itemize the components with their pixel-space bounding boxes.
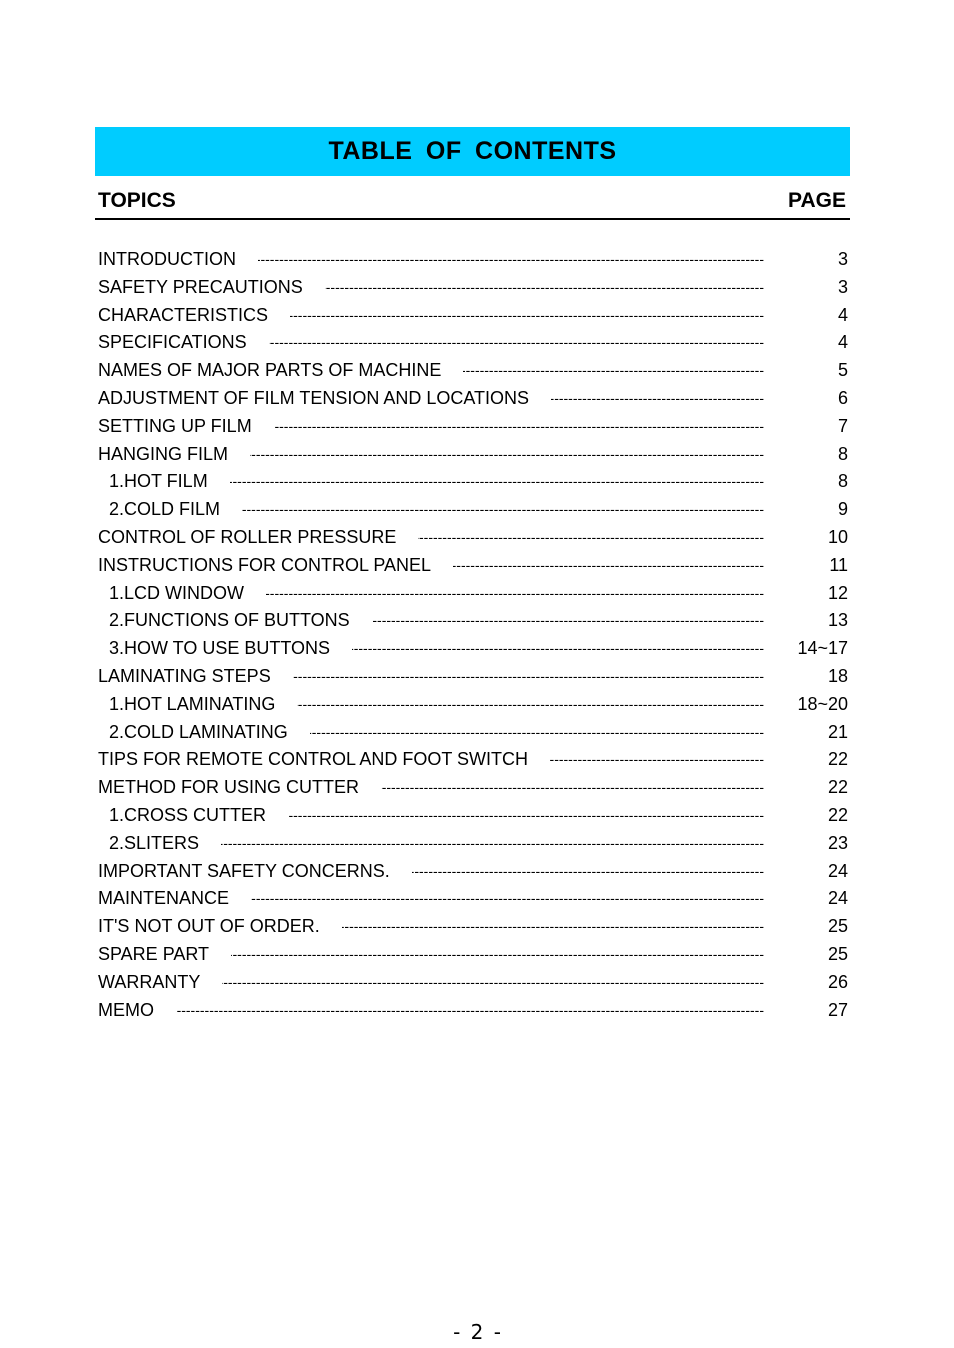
toc-entry-page: 7 (837, 415, 848, 436)
toc-entry-page: 4 (837, 332, 848, 353)
toc-entry[interactable] (98, 552, 848, 580)
toc-entry-title: INTRODUCTION (98, 249, 236, 269)
dot-leader (222, 969, 764, 997)
toc-list (98, 246, 848, 1024)
toc-entry[interactable] (98, 746, 848, 774)
dot-leader (288, 802, 764, 830)
dot-leader (453, 552, 764, 580)
toc-entry[interactable] (98, 246, 848, 274)
toc-entry-page: 8 (837, 443, 848, 464)
toc-entry-title: INSTRUCTIONS FOR CONTROL PANEL (98, 554, 432, 575)
toc-entry-page: 18~20 (797, 693, 848, 714)
dot-leader (372, 607, 764, 635)
dot-leader (266, 580, 764, 608)
toc-entry-page: 11 (829, 554, 848, 575)
toc-entry-page: 6 (837, 387, 848, 408)
dot-leader (551, 385, 764, 413)
dot-leader (176, 997, 764, 1025)
toc-entry-title: METHOD FOR USING CUTTER (98, 777, 359, 798)
toc-entry-page: 5 (837, 360, 848, 381)
dot-leader (274, 413, 764, 441)
toc-entry-title: 1.LCD WINDOW (109, 582, 244, 603)
toc-entry[interactable] (98, 691, 848, 719)
toc-entry-title: 3.HOW TO USE BUTTONS (109, 638, 331, 659)
toc-header (95, 188, 850, 220)
toc-entry-title: CHARACTERISTICS (98, 304, 269, 325)
toc-entry-page: 21 (827, 721, 848, 742)
toc-entry[interactable] (98, 941, 848, 969)
toc-entry-title: MAINTENANCE (98, 888, 230, 909)
toc-entry[interactable] (98, 663, 848, 691)
toc-entry[interactable] (98, 858, 848, 886)
dot-leader (269, 329, 764, 357)
toc-entry-title: TIPS FOR REMOTE CONTROL AND FOOT SWITCH (98, 749, 529, 770)
dot-leader (418, 524, 764, 552)
toc-entry-page: 9 (837, 499, 848, 520)
toc-entry-title: IT'S NOT OUT OF ORDER. (98, 916, 320, 937)
toc-entry-page: 22 (827, 777, 848, 798)
toc-entry[interactable] (98, 885, 848, 913)
toc-entry[interactable] (98, 913, 848, 941)
dot-leader (230, 468, 764, 496)
page-column-header: PAGE (788, 189, 846, 212)
toc-entry-page: 24 (827, 860, 848, 881)
toc-entry[interactable] (98, 524, 848, 552)
toc-entry-title: SPARE PART (98, 943, 210, 964)
toc-entry[interactable] (98, 719, 848, 747)
toc-entry-page: 12 (827, 582, 848, 603)
toc-entry-page: 22 (827, 804, 848, 825)
toc-entry-title: 2.COLD FILM (109, 499, 221, 520)
toc-entry[interactable] (98, 802, 848, 830)
dot-leader (250, 441, 764, 469)
topics-column-header: TOPICS (98, 189, 176, 212)
toc-entry-page: 14~17 (797, 638, 848, 659)
toc-entry[interactable] (98, 635, 848, 663)
toc-entry-page: 10 (827, 526, 848, 547)
toc-entry-title: HANGING FILM (98, 443, 229, 464)
dot-leader (221, 830, 764, 858)
dot-leader (342, 913, 764, 941)
toc-entry[interactable] (98, 385, 848, 413)
toc-entry[interactable] (98, 997, 848, 1025)
title-banner (95, 127, 850, 176)
toc-entry-page: 18 (827, 665, 848, 686)
toc-entry[interactable] (98, 607, 848, 635)
dot-leader (412, 858, 764, 886)
dot-leader (293, 663, 764, 691)
toc-entry[interactable] (98, 774, 848, 802)
page-title: TABLE OF CONTENTS (328, 137, 617, 165)
toc-entry-title: NAMES OF MAJOR PARTS OF MACHINE (98, 360, 442, 381)
dot-leader (251, 885, 764, 913)
toc-entry[interactable] (98, 580, 848, 608)
toc-entry-page: 26 (827, 971, 848, 992)
dot-leader (325, 274, 764, 302)
toc-entry-title: 1.CROSS CUTTER (109, 804, 267, 825)
toc-entry[interactable] (98, 329, 848, 357)
dot-leader (242, 496, 764, 524)
toc-entry-title: 1.HOT LAMINATING (109, 693, 276, 714)
toc-entry-title: SETTING UP FILM (98, 415, 252, 436)
dot-leader (231, 941, 764, 969)
dot-leader (463, 357, 764, 385)
dot-leader (290, 302, 764, 330)
toc-entry-title: 2.COLD LAMINATING (109, 721, 288, 742)
toc-entry-page: 25 (827, 943, 848, 964)
toc-entry-title: LAMINATING STEPS (98, 665, 271, 686)
toc-entry-page: 8 (837, 471, 848, 492)
toc-entry[interactable] (98, 274, 848, 302)
toc-entry[interactable] (98, 413, 848, 441)
toc-entry-page: 25 (827, 916, 848, 937)
toc-entry-page: 22 (827, 749, 848, 770)
toc-entry-title: SAFETY PRECAUTIONS (98, 276, 303, 297)
toc-entry-title: IMPORTANT SAFETY CONCERNS. (98, 860, 390, 881)
toc-entry[interactable] (98, 302, 848, 330)
toc-entry-title: CONTROL OF ROLLER PRESSURE (98, 526, 397, 547)
dot-leader (352, 635, 764, 663)
dot-leader (381, 774, 764, 802)
toc-entry-title: 2.FUNCTIONS OF BUTTONS (109, 610, 350, 631)
dot-leader (550, 746, 764, 774)
dot-leader (258, 246, 764, 274)
toc-entry[interactable] (98, 496, 848, 524)
toc-entry-page: 24 (827, 888, 848, 909)
toc-entry[interactable] (98, 468, 848, 496)
toc-entry-page: 3 (837, 249, 848, 269)
page-number: - 2 - (453, 1320, 501, 1344)
toc-entry-title: 2.SLITERS (109, 832, 200, 853)
toc-entry-title: 1.HOT FILM (109, 471, 208, 492)
dot-leader (310, 719, 764, 747)
toc-entry-page: 4 (837, 304, 848, 325)
toc-entry-title: SPECIFICATIONS (98, 332, 247, 353)
toc-entry-title: ADJUSTMENT OF FILM TENSION AND LOCATIONS (98, 387, 530, 408)
toc-entry-page: 23 (827, 832, 848, 853)
toc-entry-page: 27 (827, 999, 848, 1020)
dot-leader (297, 691, 764, 719)
toc-entry[interactable] (98, 357, 848, 385)
toc-entry-title: MEMO (98, 999, 154, 1020)
toc-entry-page: 13 (827, 610, 848, 631)
toc-entry[interactable] (98, 441, 848, 469)
toc-entry-page: 3 (837, 276, 848, 297)
toc-entry[interactable] (98, 830, 848, 858)
toc-entry-title: WARRANTY (98, 971, 201, 992)
toc-entry[interactable] (98, 969, 848, 997)
